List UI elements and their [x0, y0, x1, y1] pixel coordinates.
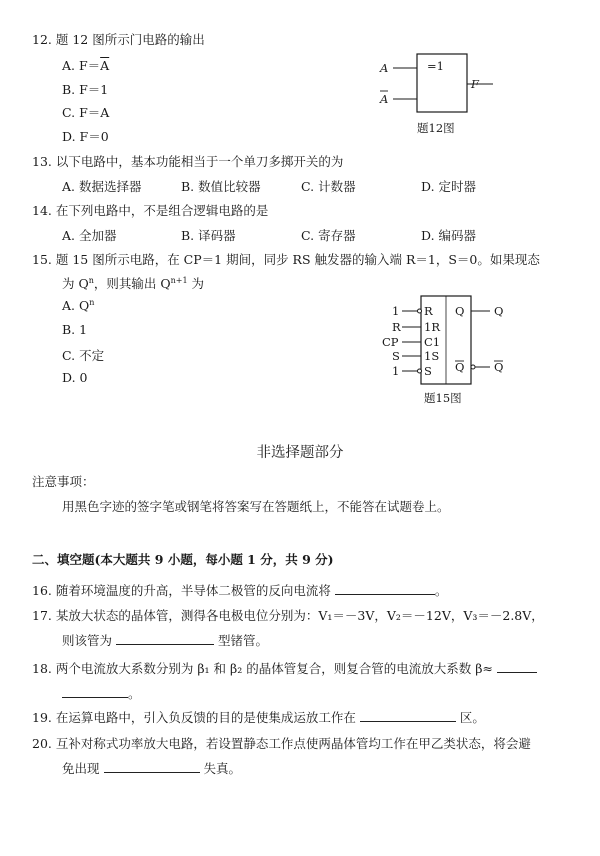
q14-option-c: C. 寄存器	[301, 228, 356, 243]
input-a-label: A	[380, 61, 389, 75]
pin-q: Q	[455, 304, 465, 318]
a-bar: $\overline{A}$	[100, 58, 110, 73]
q12-option-d: D. F＝0	[62, 129, 109, 144]
q18-line1: 18. 两个电流放大系数分别为 β₁ 和 β₂ 的晶体管复合，则复合管的电流放大系数 β≈	[32, 659, 537, 677]
input-label-1: 1	[392, 304, 400, 318]
q18-blank-a[interactable]	[497, 660, 537, 673]
q13-option-c: C. 计数器	[301, 179, 356, 194]
q20-line2: 免出现 失真。	[62, 761, 242, 776]
qbar-bubble	[471, 365, 475, 369]
input-abar-label: A	[380, 92, 389, 106]
pin-c1: C1	[424, 335, 441, 349]
section-title: 非选择题部分	[256, 445, 344, 461]
q14-option-b: B. 译码器	[181, 228, 236, 243]
q13-option-b: B. 数值比较器	[181, 179, 261, 194]
q18-blank-b[interactable]	[62, 685, 128, 698]
q15-option-d: D. 0	[62, 370, 88, 385]
pin-qbar: Q	[455, 360, 465, 374]
q15-option-b: B. 1	[62, 322, 88, 337]
pin-s: S	[424, 364, 432, 378]
set-bubble	[418, 369, 422, 373]
reset-bubble	[418, 309, 422, 313]
fig15-caption: 题15图	[424, 391, 462, 405]
q12-option-c: C. F＝A	[62, 105, 110, 120]
q14-stem: 14. 在下列电路中，不是组合逻辑电路的是	[32, 203, 269, 218]
q15-option-a: A. $Q^n$	[62, 298, 95, 314]
fig12-caption: 题12图	[417, 121, 455, 135]
output-q-label: Q	[494, 304, 504, 318]
q17-blank[interactable]	[116, 632, 214, 645]
q16-blank[interactable]	[335, 582, 435, 595]
q19: 19. 在运算电路中，引入负反馈的目的是使集成运放工作在 区。	[32, 710, 485, 725]
q12-xor-gate-figure	[375, 50, 495, 140]
q16: 16. 随着环境温度的升高，半导体二极管的反向电流将 。	[32, 583, 448, 598]
pin-r: R	[424, 304, 433, 318]
q12-stem: 12. 题 12 图所示门电路的输出	[32, 32, 205, 47]
q20-blank[interactable]	[104, 760, 200, 773]
q20-line1: 20. 互补对称式功率放大电路，若设置静态工作点使两晶体管均工作在甲乙类状态，将会避	[32, 736, 531, 751]
q15-stem-line2: 为 $Q^n$，则其输出 $Q^{n+1}$ 为	[62, 275, 205, 291]
q14-option-d: D. 编码器	[421, 228, 477, 243]
q17-line2: 则该管为 型锗管。	[62, 633, 269, 648]
pin-1r: 1R	[424, 320, 440, 334]
output-qbar-label: Q	[494, 360, 504, 374]
q12-option-a: A. $F=\overline{A}$	[62, 58, 110, 73]
input-label-s: S	[392, 349, 400, 363]
output-f-label: F	[471, 77, 479, 91]
q14-option-a: A. 全加器	[62, 228, 117, 243]
input-label-r: R	[392, 320, 401, 334]
pin-1s: 1S	[424, 349, 440, 363]
notice-body: 用黑色字迹的签字笔或钢笔将答案写在答题纸上，不能答在试题卷上。	[62, 499, 450, 514]
q13-stem: 13. 以下电路中，基本功能相当于一个单刀多掷开关的为	[32, 154, 344, 169]
q18-line2: 。	[62, 684, 141, 702]
input-label-1b: 1	[392, 364, 400, 378]
gate-symbol: =1	[427, 59, 444, 73]
q15-rs-flipflop-figure	[378, 292, 518, 410]
q15-option-c: C. 不定	[62, 348, 105, 363]
notice-title: 注意事项：	[32, 474, 95, 489]
q13-option-d: D. 定时器	[421, 179, 477, 194]
q12-option-b: B. F＝1	[62, 82, 109, 97]
input-label-cp: CP	[382, 335, 399, 349]
part2-header: 二、填空题(本大题共 9 小题，每小题 1 分，共 9 分)	[32, 552, 334, 567]
q15-stem-line1: 15. 题 15 图所示电路，在 CP＝1 期间，同步 RS 触发器的输入端 R＝1，S＝0。如果现态	[32, 252, 540, 267]
q19-blank[interactable]	[360, 709, 456, 722]
q17-line1: 17. 某放大状态的晶体管，测得各电极电位分别为：V₁＝－3V，V₂＝－12V，V₃＝－2.8V，	[32, 608, 544, 623]
q13-option-a: A. 数据选择器	[62, 179, 142, 194]
